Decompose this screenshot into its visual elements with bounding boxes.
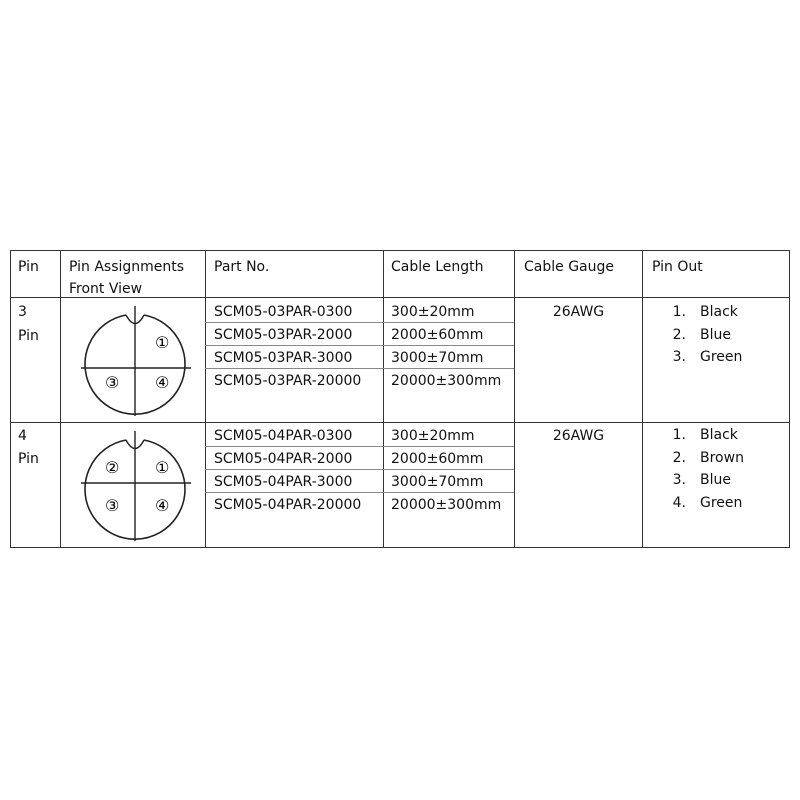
cable-length: 2000±60mm <box>391 327 484 343</box>
cable-gauge: 26AWG <box>552 428 605 444</box>
cable-length: 2000±60mm <box>391 451 484 467</box>
pin-label: ① <box>155 458 170 477</box>
part-subrow-divider <box>205 345 514 346</box>
cable-length: 300±20mm <box>391 304 475 320</box>
header-part-no: Part No. <box>214 259 270 275</box>
cable-length: 3000±70mm <box>391 350 484 366</box>
part-number: SCM05-03PAR-3000 <box>214 350 353 366</box>
part-number: SCM05-04PAR-20000 <box>214 497 362 513</box>
part-number: SCM05-04PAR-3000 <box>214 474 353 490</box>
connector-4pin-diagram <box>73 425 198 547</box>
table-right-border <box>789 250 790 548</box>
pin-label: ② <box>105 458 120 477</box>
table-left-border <box>10 250 11 548</box>
pin-out-item: 2. Blue <box>672 326 731 343</box>
part-subrow-divider <box>205 469 514 470</box>
cable-length: 20000±300mm <box>391 373 502 389</box>
pin-out-item: 1. Black <box>672 427 738 443</box>
part-subrow-divider <box>205 446 514 447</box>
table-bottom-border <box>10 547 790 548</box>
pin-label: ④ <box>155 496 170 515</box>
row-pin-count: 3 <box>18 304 27 320</box>
cable-length: 300±20mm <box>391 428 475 444</box>
part-number: SCM05-03PAR-0300 <box>214 304 353 320</box>
pin-out-item: 3. Blue <box>672 472 731 488</box>
header-cable-length: Cable Length <box>391 259 484 275</box>
pin-out-list <box>658 301 742 369</box>
header-pin-assignments: Pin Assignments <box>69 259 185 275</box>
pin-label: ④ <box>155 373 170 392</box>
header-front-view: Front View <box>69 281 143 297</box>
row-pin-word: Pin <box>18 328 39 344</box>
part-number: SCM05-03PAR-20000 <box>214 373 362 389</box>
connector-3pin-diagram <box>73 300 198 422</box>
cable-length: 3000±70mm <box>391 474 484 490</box>
header-cable-gauge: Cable Gauge <box>524 259 614 275</box>
pin-out-list <box>658 424 744 514</box>
column-divider <box>383 250 384 548</box>
row-pin-count: 4 <box>18 428 27 444</box>
part-number: SCM05-03PAR-2000 <box>214 327 353 343</box>
row-divider <box>10 422 790 423</box>
pin-out-item: 3. Green <box>672 349 743 365</box>
part-subrow-divider <box>205 322 514 323</box>
cable-spec-table <box>10 250 790 548</box>
part-subrow-divider <box>205 368 514 369</box>
column-divider <box>514 250 515 548</box>
pin-label: ③ <box>105 496 120 515</box>
row-pin-word: Pin <box>18 451 39 467</box>
table-top-border <box>10 250 790 251</box>
pin-label: ③ <box>105 373 120 392</box>
cable-gauge: 26AWG <box>552 304 605 320</box>
header-pin-out: Pin Out <box>652 259 703 275</box>
pin-label: ① <box>155 333 170 352</box>
column-divider <box>642 250 643 548</box>
column-divider <box>60 250 61 548</box>
part-number: SCM05-04PAR-0300 <box>214 428 353 444</box>
pin-out-item: 1. Black <box>672 304 738 320</box>
part-number: SCM05-04PAR-2000 <box>214 451 353 467</box>
cable-length: 20000±300mm <box>391 497 502 513</box>
header-pin: Pin <box>18 259 39 275</box>
pin-out-item: 4. Green <box>672 494 743 511</box>
column-divider <box>205 250 206 548</box>
pin-out-item: 2. Brown <box>672 449 744 466</box>
part-subrow-divider <box>205 492 514 493</box>
